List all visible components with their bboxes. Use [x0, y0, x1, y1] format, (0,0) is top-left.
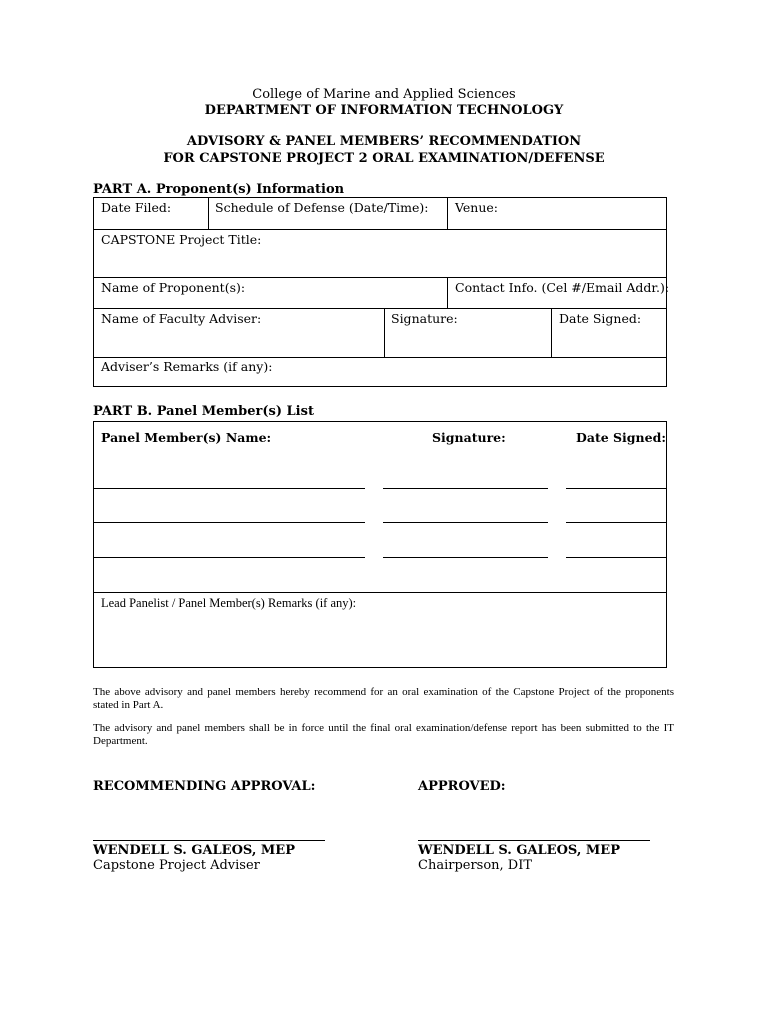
- part-a-col-divider: [447, 277, 448, 308]
- panel-date-line[interactable]: [566, 557, 667, 558]
- panel-date-line[interactable]: [566, 522, 667, 523]
- recommending-approval-label: RECOMMENDING APPROVAL:: [93, 779, 316, 794]
- part-a-row-divider: [93, 308, 667, 309]
- part-a-row-divider: [93, 229, 667, 230]
- part-b-table: [93, 421, 667, 668]
- panel-signature-line[interactable]: [383, 522, 548, 523]
- chairperson-name: WENDELL S. GALEOS, MEP: [418, 843, 620, 858]
- adviser-date-signed-label: Date Signed:: [559, 311, 642, 326]
- adviser-signature-line[interactable]: [93, 840, 325, 841]
- date-filed-label: Date Filed:: [101, 200, 172, 215]
- project-title-label: CAPSTONE Project Title:: [101, 232, 262, 247]
- part-a-col-divider: [551, 308, 552, 357]
- adviser-title: Capstone Project Adviser: [93, 858, 260, 873]
- panel-date-line[interactable]: [566, 488, 667, 489]
- part-a-heading: PART A. Proponent(s) Information: [93, 182, 345, 197]
- panel-remarks-label: Lead Panelist / Panel Member(s) Remarks (if any):: [101, 596, 357, 610]
- college-name: College of Marine and Applied Sciences: [252, 87, 516, 102]
- adviser-name: WENDELL S. GALEOS, MEP: [93, 843, 295, 858]
- approved-label: APPROVED:: [418, 779, 506, 794]
- recommendation-paragraph: The above advisory and panel members hereby recommend for an oral examination of the Capstone Project of the proponents stated in Part A.: [93, 686, 674, 711]
- part-a-row-divider: [93, 357, 667, 358]
- part-b-heading: PART B. Panel Member(s) List: [93, 404, 314, 419]
- form-title-line2: FOR CAPSTONE PROJECT 2 ORAL EXAMINATION/DEFENSE: [163, 151, 605, 166]
- part-a-row-divider: [93, 277, 667, 278]
- contact-label: Contact Info. (Cel #/Email Addr.):: [455, 280, 670, 295]
- faculty-adviser-label: Name of Faculty Adviser:: [101, 311, 262, 326]
- department-name: DEPARTMENT OF INFORMATION TECHNOLOGY: [204, 103, 564, 118]
- schedule-label: Schedule of Defense (Date/Time):: [215, 200, 429, 215]
- panel-name-line[interactable]: [94, 488, 365, 489]
- panel-signature-line[interactable]: [383, 488, 548, 489]
- panel-name-header: Panel Member(s) Name:: [101, 430, 272, 445]
- proponents-label: Name of Proponent(s):: [101, 280, 246, 295]
- part-a-col-divider: [208, 197, 209, 229]
- form-title-line1: ADVISORY & PANEL MEMBERS’ RECOMMENDATION: [186, 134, 582, 149]
- chairperson-signature-line[interactable]: [418, 840, 650, 841]
- panel-signature-line[interactable]: [383, 557, 548, 558]
- adviser-remarks-label: Adviser’s Remarks (if any):: [101, 359, 273, 374]
- panel-remarks-divider: [93, 592, 667, 593]
- part-a-col-divider: [447, 197, 448, 229]
- venue-label: Venue:: [455, 200, 498, 215]
- validity-paragraph: The advisory and panel members shall be in force until the final oral examination/defense report has been submitted to the IT Department.: [93, 722, 674, 747]
- panel-date-header: Date Signed:: [576, 430, 666, 445]
- panel-name-line[interactable]: [94, 522, 365, 523]
- panel-signature-header: Signature:: [432, 430, 506, 445]
- part-a-col-divider: [384, 308, 385, 357]
- adviser-signature-label: Signature:: [391, 311, 458, 326]
- panel-name-line[interactable]: [94, 557, 365, 558]
- chairperson-title: Chairperson, DIT: [418, 858, 533, 873]
